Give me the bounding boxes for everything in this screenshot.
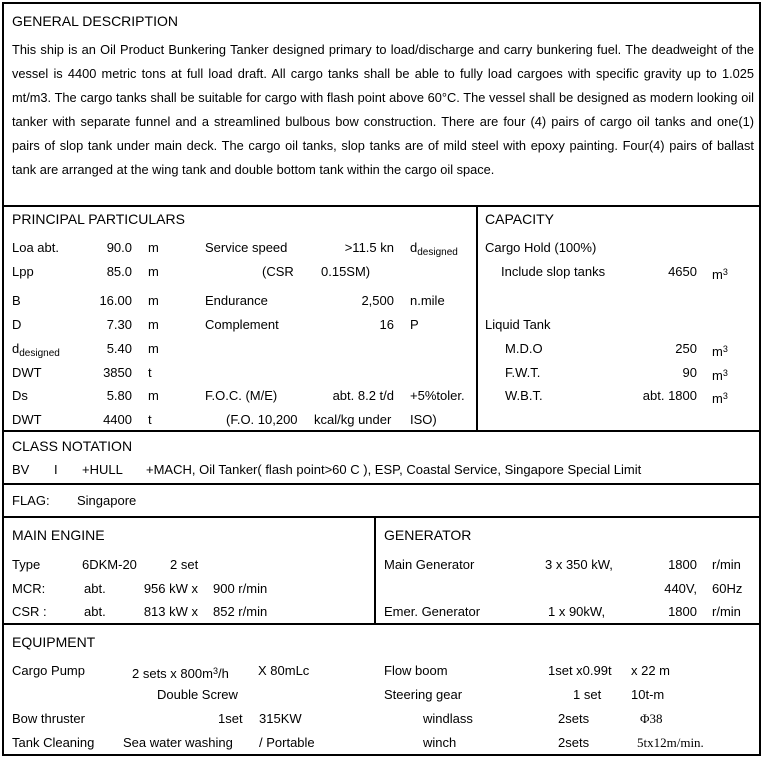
csr-engine-abt: abt.	[84, 604, 106, 619]
dwt2-unit: t	[148, 412, 152, 427]
b-value: 16.00	[99, 293, 132, 308]
liquid-tank-label: Liquid Tank	[485, 317, 551, 332]
main-generator-rpm-unit: r/min	[712, 557, 741, 572]
loa-label: Loa abt.	[12, 240, 59, 255]
steering-gear-qty: 1 set	[573, 687, 602, 702]
endurance-unit: n.mile	[410, 293, 445, 308]
mdo-value: 250	[675, 341, 697, 356]
dwt2-value: 4400	[103, 412, 132, 427]
dwt2-label: DWT	[12, 412, 42, 427]
emer-generator-rpm-unit: r/min	[712, 604, 741, 619]
ddesigned-unit: m	[148, 341, 159, 356]
lpp-unit: m	[148, 264, 159, 279]
generator-voltage: 440V,	[664, 581, 697, 596]
service-speed-value: >11.5 kn	[344, 240, 394, 255]
ds-unit: m	[148, 388, 159, 403]
fwt-label: F.W.T.	[505, 365, 541, 380]
complement-value: 16	[379, 317, 394, 332]
d-value: 7.30	[106, 317, 132, 332]
cargo-pump-label: Cargo Pump	[12, 663, 85, 678]
foc-unit: +5%toler.	[410, 388, 465, 403]
dwt1-label: DWT	[12, 365, 42, 380]
complement-label: Complement	[205, 317, 279, 332]
foc-label: F.O.C. (M/E)	[205, 388, 278, 403]
generator-frequency: 60Hz	[712, 581, 743, 596]
engine-type-value: 6DKM-20	[82, 557, 137, 572]
slop-value: 4650	[668, 264, 697, 279]
windlass-size: Φ38	[640, 711, 663, 726]
emer-generator-label: Emer. Generator	[384, 604, 481, 619]
steering-gear-capacity: 10t-m	[631, 687, 665, 702]
winch-qty: 2sets	[558, 735, 590, 750]
generator-divider	[374, 516, 376, 625]
wbt-unit: $m^3$	[712, 391, 728, 406]
csr-engine-rpm: 852 r/min	[213, 604, 268, 619]
capacity-heading: CAPACITY	[485, 211, 554, 227]
bow-thruster-qty: 1set	[218, 711, 243, 726]
class-mach: +MACH, Oil Tanker( flash point>60 C ), ESP, Coastal Service, Singapore Special Limit	[146, 462, 642, 477]
csr-engine-label: CSR :	[12, 604, 47, 619]
flag-label: FLAG:	[12, 493, 50, 508]
csr-label: (CSR	[262, 264, 294, 279]
tank-cleaning-label: Tank Cleaning	[12, 735, 95, 750]
ds-label: Ds	[12, 388, 28, 403]
class-heading: CLASS NOTATION	[12, 438, 133, 454]
fo-unit: ISO)	[410, 412, 437, 427]
cargo-hold-label: Cargo Hold (100%)	[485, 240, 597, 255]
class-bv: BV	[12, 462, 30, 477]
fwt-value: 90	[682, 365, 697, 380]
slop-label: Include slop tanks	[501, 264, 606, 279]
ddesigned-label: $d_{designed}$	[12, 341, 60, 359]
service-speed-label: Service speed	[205, 240, 288, 255]
flow-boom-label: Flow boom	[384, 663, 448, 678]
class-hull: +HULL	[82, 462, 123, 477]
csr-engine-kw: 813 kW x	[143, 604, 198, 619]
wbt-label: W.B.T.	[505, 388, 543, 403]
equipment-heading: EQUIPMENT	[12, 634, 96, 650]
emer-generator-value: 1 x 90kW,	[548, 604, 606, 619]
flow-boom-qty: 1set x0.99t	[548, 663, 612, 678]
fo-value: kcal/kg under	[314, 412, 392, 427]
wbt-value: abt. 1800	[642, 388, 697, 403]
fwt-unit: $m^3$	[712, 368, 728, 383]
bow-thruster-label: Bow thruster	[12, 711, 85, 726]
dwt1-value: 3850	[103, 365, 132, 380]
general-text: This ship is an Oil Product Bunkering Tanker designed primary to load/discharge and carry bunkering fuel. The deadweight of the vessel is 4400 metric tons at full load draft. All cargo tanks shall be able to fully load cargoes with specific gravity up to 1.025 mt/m3. The cargo tanks shall be suitable for cargo with flash point above 60°C. The vessel shall be designed as modern looking oil tanker with separate funnel and a streamlined bulbous bow construction. There are four (4) pairs of cargo oil tanks and one(1) pairs of slop tank under main deck. The cargo oil tanks, slop tanks are of mild steel with epoxy painting. Four(4) pairs of ballast tank are arranged at the wing tank and double bottom tank within the cargo oil space.	[12, 42, 754, 177]
mdo-unit: $m^3$	[712, 344, 728, 359]
mcr-abt: abt.	[84, 581, 106, 596]
slop-unit: $m^3$	[712, 267, 728, 282]
b-label: B	[12, 293, 21, 308]
cargo-pump-value: 2 sets x $800m^3/h$	[132, 666, 229, 681]
mcr-rpm: 900 r/min	[213, 581, 268, 596]
main-generator-rpm: 1800	[668, 557, 697, 572]
principal-heading: PRINCIPAL PARTICULARS	[12, 211, 185, 227]
double-screw: Double Screw	[157, 687, 238, 702]
main-generator-label: Main Generator	[384, 557, 475, 572]
flow-boom-length: x 22 m	[631, 663, 671, 678]
lpp-label: Lpp	[12, 264, 34, 279]
winch-label: winch	[423, 735, 457, 750]
mcr-label: MCR:	[12, 581, 46, 596]
engine-type-label: Type	[12, 557, 41, 572]
cargo-pump-head: X 80mLc	[258, 663, 310, 678]
general-heading: GENERAL DESCRIPTION	[12, 13, 178, 29]
tank-cleaning-value: Sea water washing	[123, 735, 233, 750]
d-label: D	[12, 317, 22, 332]
ds-value: 5.80	[106, 388, 132, 403]
winch-capacity: 5tx12m/min.	[637, 735, 704, 750]
engine-type-count: 2 set	[170, 557, 199, 572]
dwt1-unit: t	[148, 365, 152, 380]
windlass-qty: 2sets	[558, 711, 590, 726]
mdo-label: M.D.O	[505, 341, 543, 356]
loa-value: 90.0	[106, 240, 132, 255]
mcr-kw: 956 kW x	[143, 581, 198, 596]
complement-unit: P	[410, 317, 419, 332]
loa-unit: m	[148, 240, 159, 255]
windlass-label: windlass	[423, 711, 473, 726]
d-unit: m	[148, 317, 159, 332]
csr-value: 0.15SM)	[321, 264, 371, 279]
emer-generator-rpm: 1800	[668, 604, 697, 619]
fo-label: (F.O. 10,200	[226, 412, 298, 427]
class-i: I	[54, 462, 58, 477]
generator-heading: GENERATOR	[384, 527, 472, 543]
main-generator-value: 3 x 350 kW,	[545, 557, 613, 572]
ddesigned-value: 5.40	[106, 341, 132, 356]
foc-value: abt. 8.2 t/d	[332, 388, 394, 403]
tank-cleaning-mode: / Portable	[259, 735, 315, 750]
bow-thruster-power: 315KW	[259, 711, 302, 726]
steering-gear-label: Steering gear	[384, 687, 463, 702]
lpp-value: 85.0	[106, 264, 132, 279]
engine-heading: MAIN ENGINE	[12, 527, 105, 543]
flag-value: Singapore	[77, 493, 137, 508]
service-speed-condition: $d_{designed}$	[410, 240, 458, 258]
capacity-divider	[476, 205, 478, 432]
b-unit: m	[148, 293, 159, 308]
endurance-value: 2,500	[361, 293, 394, 308]
endurance-label: Endurance	[205, 293, 268, 308]
